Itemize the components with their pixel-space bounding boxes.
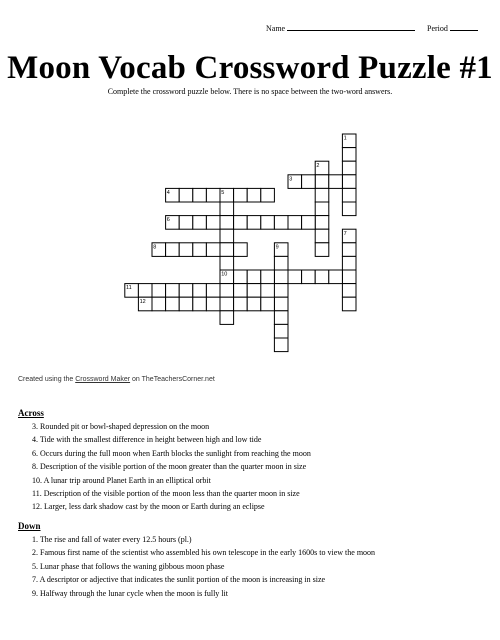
clue-text: Description of the visible portion of the moon greater than the quarter moon in size xyxy=(40,462,307,472)
clue-number: 11. xyxy=(32,489,44,499)
page-title: Moon Vocab Crossword Puzzle #1 xyxy=(7,50,493,86)
clue-text: A lunar trip around Planet Earth in an elliptical orbit xyxy=(43,475,211,485)
grid-cell[interactable] xyxy=(247,188,261,202)
clue-text: Rounded pit or bowl-shaped depression on the moon xyxy=(40,422,210,431)
grid-cell[interactable] xyxy=(193,243,207,257)
crossword-maker-link[interactable]: Crossword Maker xyxy=(75,376,131,383)
grid-cell[interactable] xyxy=(315,229,329,243)
across-clue xyxy=(32,474,311,487)
grid-cell[interactable] xyxy=(342,188,356,202)
grid-cell[interactable] xyxy=(342,148,356,162)
grid-cell[interactable] xyxy=(342,202,356,216)
clue-number: 4. xyxy=(32,435,40,445)
cell-number: 6 xyxy=(166,217,170,224)
grid-cell[interactable] xyxy=(274,311,288,325)
across-clues xyxy=(32,420,311,514)
grid-cell[interactable] xyxy=(274,270,288,284)
clue-number: 7. xyxy=(32,575,40,585)
grid-cell[interactable] xyxy=(179,243,193,257)
clue-text: A descriptor or adjective that indicates the sunlit portion of the moon is increasing in size xyxy=(39,575,326,585)
clue-text: Larger, less dark shadow cast by the moon or Earth during an eclipse xyxy=(44,502,265,512)
clue-text: Halfway through the lunar cycle when the moon is fully lit xyxy=(40,588,228,598)
grid-cell[interactable] xyxy=(234,284,248,298)
grid-cell[interactable] xyxy=(179,216,193,230)
cell-number: 10 xyxy=(221,271,228,278)
grid-cell[interactable] xyxy=(220,243,234,257)
grid-cell[interactable] xyxy=(315,270,329,284)
grid-cell[interactable] xyxy=(152,284,166,298)
clue-text: Description of the visible portion of the moon less than the quarter moon in size xyxy=(43,489,300,499)
clue-number: 3. xyxy=(32,422,40,431)
grid-cell[interactable] xyxy=(329,175,343,189)
grid-cell[interactable] xyxy=(302,175,316,189)
name-label: Name xyxy=(266,24,286,33)
down-clue xyxy=(32,560,375,573)
cell-number: 12 xyxy=(139,298,146,305)
grid-cell[interactable] xyxy=(179,284,193,298)
grid-cell[interactable] xyxy=(342,284,356,298)
down-clue xyxy=(32,533,375,546)
cell-number: 8 xyxy=(153,244,157,251)
grid-cell[interactable] xyxy=(166,243,180,257)
grid-cell[interactable] xyxy=(288,216,302,230)
grid-cell[interactable] xyxy=(220,202,234,216)
grid-cell[interactable] xyxy=(315,188,329,202)
grid-cell[interactable] xyxy=(166,297,180,311)
grid-cell[interactable] xyxy=(274,338,288,352)
clue-number: 5. xyxy=(32,561,40,571)
grid-cell[interactable] xyxy=(220,256,234,270)
clue-number: 6. xyxy=(32,448,40,458)
grid-cell[interactable] xyxy=(274,256,288,270)
clue-number: 10. xyxy=(32,475,44,485)
grid-cell[interactable] xyxy=(179,297,193,311)
grid-cell[interactable] xyxy=(220,216,234,230)
grid-cell[interactable] xyxy=(247,284,261,298)
across-clue xyxy=(32,433,311,446)
clue-number: 8. xyxy=(32,462,40,472)
grid-cell[interactable] xyxy=(220,229,234,243)
grid-cell[interactable] xyxy=(302,216,316,230)
grid-cell[interactable] xyxy=(315,202,329,216)
grid-cell[interactable] xyxy=(288,270,302,284)
cell-number: 4 xyxy=(166,190,170,196)
grid-cell[interactable] xyxy=(247,297,261,311)
clue-number: 1. xyxy=(32,535,40,544)
cell-number: 11 xyxy=(126,285,132,292)
down-clue xyxy=(32,546,375,559)
grid-cell[interactable] xyxy=(274,324,288,338)
grid-cell[interactable] xyxy=(193,297,207,311)
clue-text: Occurs during the full moon when Earth blocks the sunlight from reaching the moon xyxy=(40,448,311,458)
grid-cell[interactable] xyxy=(166,284,180,298)
down-clues xyxy=(32,533,375,600)
clue-text: Lunar phase that follows the waning gibbous moon phase xyxy=(40,561,225,571)
grid-cell[interactable] xyxy=(234,243,248,257)
grid-cell[interactable] xyxy=(179,188,193,202)
grid-cell[interactable] xyxy=(220,297,234,311)
credit-line xyxy=(18,376,215,383)
grid-cell[interactable] xyxy=(342,161,356,175)
grid-cell[interactable] xyxy=(193,188,207,202)
period-label: Period xyxy=(427,24,448,33)
grid-cell[interactable] xyxy=(206,284,220,298)
grid-cell[interactable] xyxy=(342,243,356,257)
down-heading: Down xyxy=(18,521,41,531)
grid-cell[interactable] xyxy=(206,216,220,230)
grid-cell[interactable] xyxy=(206,297,220,311)
cell-number: 5 xyxy=(221,190,225,196)
grid-cell[interactable] xyxy=(193,284,207,298)
grid-cell[interactable] xyxy=(329,270,343,284)
clue-number: 12. xyxy=(32,502,44,512)
grid-cell[interactable] xyxy=(220,311,234,325)
cell-number: 9 xyxy=(275,244,279,251)
grid-cell[interactable] xyxy=(315,243,329,257)
grid-cell[interactable] xyxy=(274,216,288,230)
cell-number: 2 xyxy=(316,162,320,169)
grid-cell[interactable] xyxy=(315,175,329,189)
across-clue xyxy=(32,447,311,460)
clue-text: Famous first name of the scientist who assembled his own telescope in the early 1600s to view the moon xyxy=(40,548,376,558)
grid-cell[interactable] xyxy=(220,284,234,298)
grid-cell[interactable] xyxy=(193,216,207,230)
grid-cell[interactable] xyxy=(342,270,356,284)
credit-suffix: on TheTeachersCorner.net xyxy=(132,376,215,383)
across-clue xyxy=(32,460,311,473)
credit-prefix: Created using the xyxy=(18,376,74,383)
grid-cell[interactable] xyxy=(206,243,220,257)
grid-cell[interactable] xyxy=(302,270,316,284)
grid-cell[interactable] xyxy=(152,297,166,311)
grid-cell[interactable] xyxy=(274,297,288,311)
grid-cell[interactable] xyxy=(342,256,356,270)
grid-cell[interactable] xyxy=(247,216,261,230)
grid-cell[interactable] xyxy=(342,175,356,189)
grid-cell[interactable] xyxy=(247,270,261,284)
grid-cell[interactable] xyxy=(315,216,329,230)
cell-number: 1 xyxy=(343,135,347,142)
grid-cell[interactable] xyxy=(234,270,248,284)
clue-number: 9. xyxy=(32,588,40,598)
across-clue xyxy=(32,420,311,433)
grid-cell[interactable] xyxy=(261,188,275,202)
clue-text: Tide with the smallest difference in height between high and low tide xyxy=(39,435,262,445)
grid-cell[interactable] xyxy=(206,188,220,202)
grid-cell[interactable] xyxy=(274,284,288,298)
grid-cell[interactable] xyxy=(234,188,248,202)
cell-number: 7 xyxy=(343,230,347,237)
grid-cell[interactable] xyxy=(138,284,152,298)
grid-cell[interactable] xyxy=(261,216,275,230)
grid-cell[interactable] xyxy=(261,297,275,311)
grid-cell[interactable] xyxy=(234,216,248,230)
down-clue xyxy=(32,573,375,586)
grid-cell[interactable] xyxy=(261,270,275,284)
clue-number: 2. xyxy=(32,548,40,558)
across-heading: Across xyxy=(18,408,44,418)
cell-number: 3 xyxy=(289,176,293,183)
clue-text: The rise and fall of water every 12.5 hours (pl.) xyxy=(39,535,192,544)
across-clue xyxy=(32,500,311,513)
grid-cell[interactable] xyxy=(234,297,248,311)
across-clue xyxy=(32,487,311,500)
down-clue xyxy=(32,587,375,600)
grid-cell[interactable] xyxy=(342,297,356,311)
instructions: Complete the crossword puzzle below. There is no space between the two-word answers. xyxy=(107,87,393,96)
